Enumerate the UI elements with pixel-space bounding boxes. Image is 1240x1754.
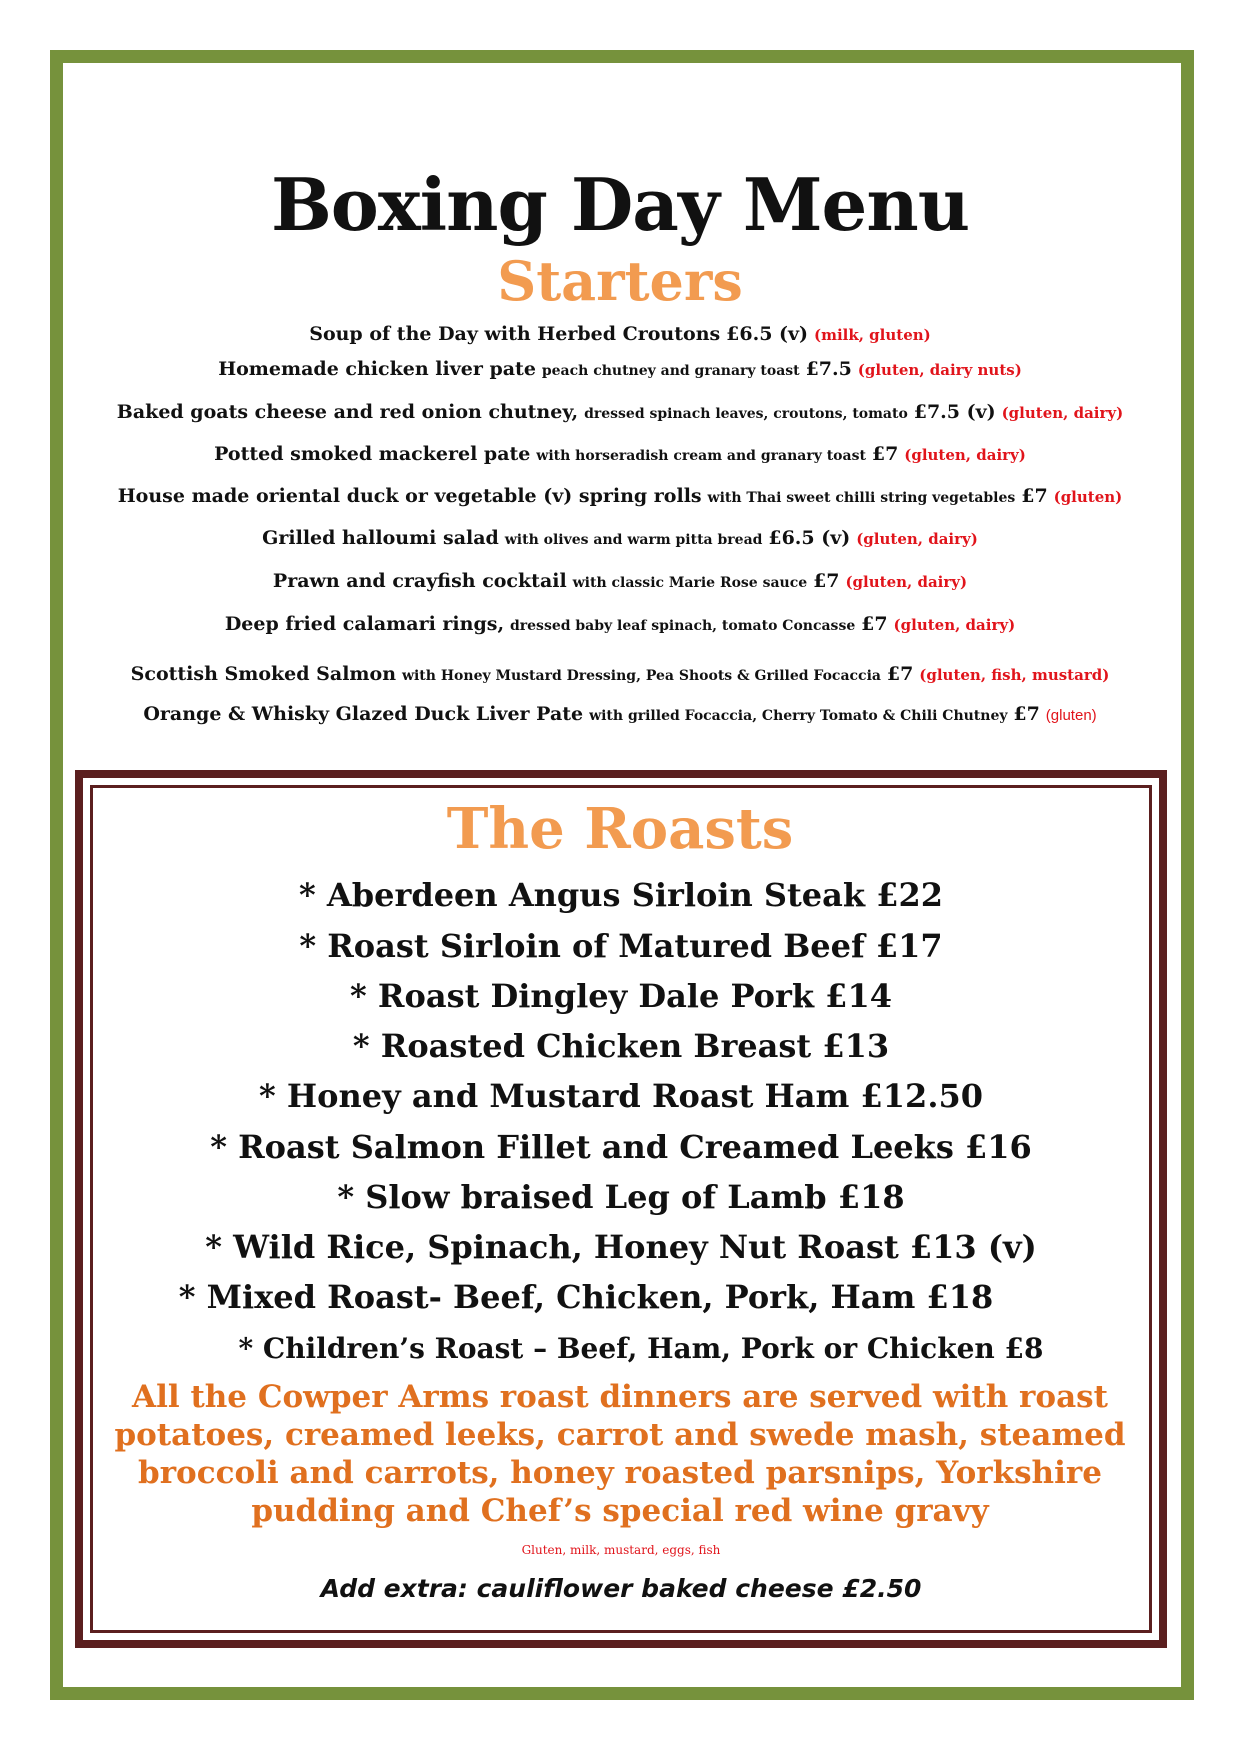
roast-item: * Roast Sirloin of Matured Beef £17 — [299, 927, 943, 965]
starter-allergens: (gluten) — [1045, 707, 1097, 724]
roast-note-line: broccoli and carrots, honey roasted parsnips, Yorkshire — [138, 1455, 1102, 1491]
starter-name: Deep fried calamari rings, — [224, 613, 505, 635]
starter-allergens: (gluten, fish, mustard) — [919, 666, 1110, 684]
starter-allergens: (gluten, dairy) — [856, 530, 978, 548]
starter-allergens: (gluten, dairy) — [904, 446, 1026, 464]
starter-description: dressed baby leaf spinach, tomato Concasse — [509, 618, 856, 634]
starter-price: £7 — [813, 570, 840, 592]
starter-allergens: (gluten) — [1053, 488, 1123, 506]
starter-description: with classic Marie Rose sauce — [572, 575, 808, 591]
starter-allergens: (gluten, dairy) — [1001, 404, 1124, 422]
starter-description: with Thai sweet chilli string vegetables — [707, 490, 1016, 506]
starter-description: peach chutney and granary toast — [541, 363, 800, 379]
starter-price: £7 — [871, 443, 899, 465]
starter-item — [70, 320, 1170, 349]
starter-price: £7.5 (v) — [913, 401, 996, 423]
starter-description: with Honey Mustard Dressing, Pea Shoots & Grilled Focaccia — [401, 668, 881, 684]
roast-item: * Roast Dingley Dale Pork £14 — [350, 977, 892, 1015]
starter-description: with olives and warm pitta bread — [504, 532, 763, 548]
starter-name: Scottish Smoked Salmon — [130, 663, 397, 685]
starter-item — [70, 398, 1170, 428]
starter-item — [70, 355, 1170, 385]
starter-price: £7 — [1021, 485, 1048, 507]
roast-note-line: pudding and Chef’s special red wine gravy — [251, 1493, 989, 1529]
starter-item — [70, 440, 1170, 470]
roasts-heading: The Roasts — [446, 796, 794, 862]
roast-item: * Wild Rice, Spinach, Honey Nut Roast £13 (v) — [205, 1228, 1037, 1266]
starter-name: House made oriental duck or vegetable (v) spring rolls — [117, 485, 702, 507]
starter-name: Baked goats cheese and red onion chutney, — [116, 401, 579, 423]
starter-name: Homemade chicken liver pate — [218, 358, 536, 380]
starter-allergens: (milk, gluten) — [813, 326, 931, 344]
starters-heading: Starters — [497, 249, 743, 313]
starter-name: Potted smoked mackerel pate — [214, 443, 531, 465]
starter-name: Grilled halloumi salad — [262, 527, 499, 549]
starter-price: £6.5 (v) — [726, 323, 809, 345]
starter-name: Soup of the Day with Herbed Croutons — [309, 323, 721, 345]
starter-price: £7 — [1013, 703, 1040, 725]
roast-item: * Roast Salmon Fillet and Creamed Leeks £16 — [210, 1128, 1032, 1166]
starter-allergens: (gluten, dairy) — [845, 573, 968, 591]
starter-name: Prawn and crayfish cocktail — [272, 570, 567, 592]
starter-allergens: (gluten, dairy) — [893, 616, 1016, 634]
roast-item: * Children’s Roast – Beef, Ham, Pork or Chicken £8 — [238, 1332, 1044, 1365]
starter-name: Orange & Whisky Glazed Duck Liver Pate — [143, 703, 584, 725]
starter-item — [70, 610, 1170, 640]
starter-description: with horseradish cream and granary toast — [536, 448, 866, 464]
starter-price: £7 — [886, 663, 914, 685]
roast-item: * Honey and Mustard Roast Ham £12.50 — [259, 1077, 983, 1115]
starter-price: £6.5 (v) — [768, 527, 851, 549]
roast-item: * Mixed Roast- Beef, Chicken, Pork, Ham £18 — [178, 1278, 994, 1316]
roast-item: * Roasted Chicken Breast £13 — [352, 1027, 890, 1065]
roasts-allergens: Gluten, milk, mustard, eggs, fish — [521, 1543, 721, 1557]
starter-allergens: (gluten, dairy nuts) — [857, 361, 1022, 379]
starter-item — [70, 524, 1170, 554]
starter-price: £7.5 — [805, 358, 852, 380]
roast-item: * Aberdeen Angus Sirloin Steak £22 — [299, 876, 943, 914]
roast-note-line: potatoes, creamed leeks, carrot and swede mash, steamed — [114, 1417, 1126, 1453]
starter-price: £7 — [861, 613, 888, 635]
menu-title: Boxing Day Menu — [270, 162, 970, 247]
starter-item — [70, 660, 1170, 690]
add-extra-note: Add extra: cauliflower baked cheese £2.50 — [320, 1574, 922, 1603]
roast-note-line: All the Cowper Arms roast dinners are served with roast — [132, 1379, 1108, 1415]
starter-item — [70, 567, 1170, 597]
starter-description: with grilled Focaccia, Cherry Tomato & Chili Chutney — [589, 708, 1008, 724]
starter-item — [70, 700, 1170, 730]
starter-description: dressed spinach leaves, croutons, tomato — [584, 406, 908, 422]
starter-item — [70, 482, 1170, 512]
roast-item: * Slow braised Leg of Lamb £18 — [337, 1178, 905, 1216]
